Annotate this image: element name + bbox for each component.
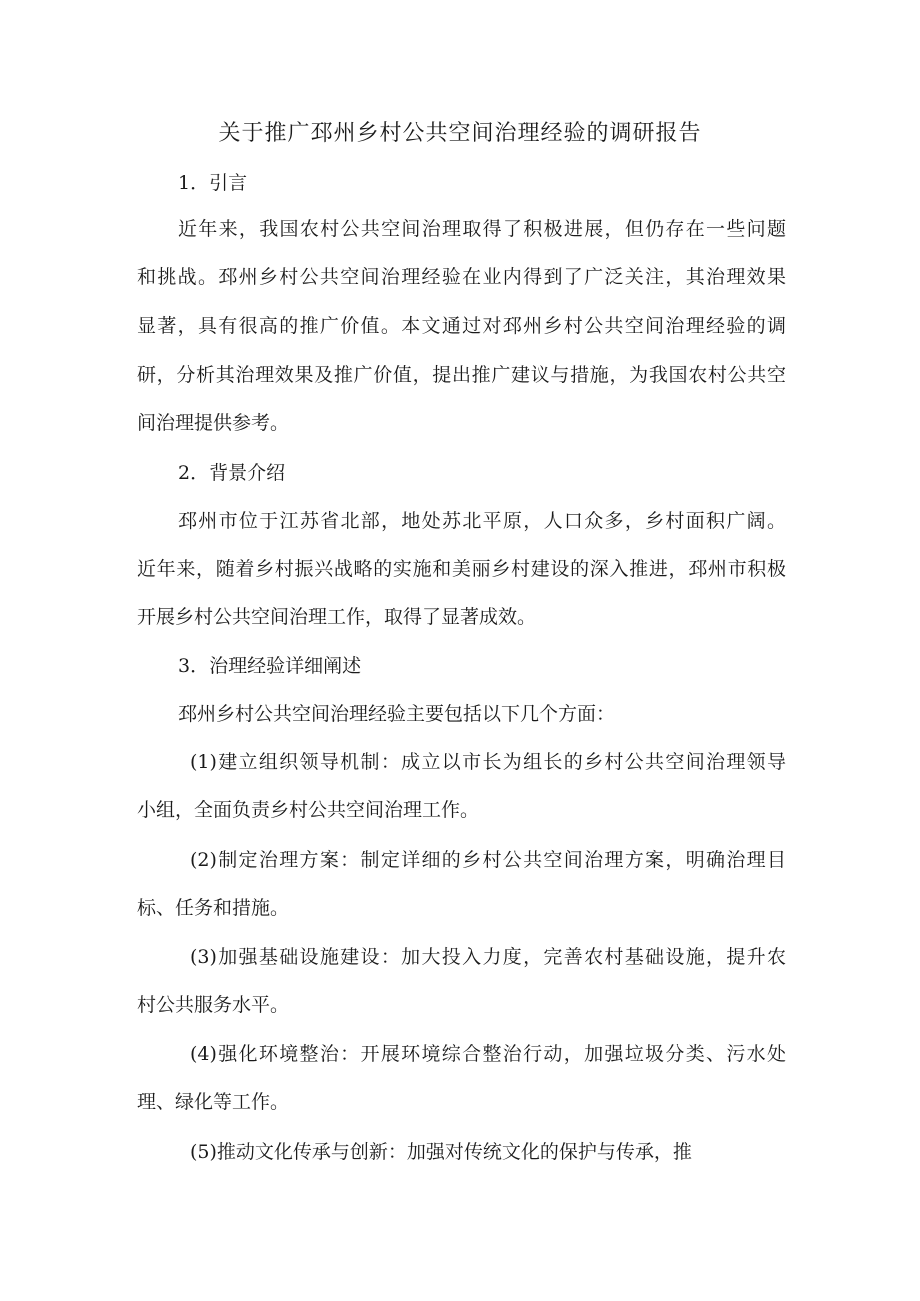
paragraph-line: 邳州市位于江苏省北部，地处苏北平原，人口众多，乡村面积广阔。 <box>178 510 786 532</box>
paragraph-line: 研，分析其治理效果及推广价值，提出推广建议与措施，为我国农村公共空 <box>137 364 786 386</box>
section-heading-background: 2．背景介绍 <box>178 462 286 484</box>
paragraph-line: 近年来，我国农村公共空间治理取得了积极进展，但仍存在一些问题 <box>178 218 786 240</box>
paragraph-line: 和挑战。邳州乡村公共空间治理经验在业内得到了广泛关注，其治理效果 <box>137 266 786 288</box>
list-item-line: 村公共服务水平。 <box>137 994 290 1016</box>
list-item-line: 标、任务和措施。 <box>137 897 290 919</box>
list-item-line: 小组，全面负责乡村公共空间治理工作。 <box>137 799 480 821</box>
section-heading-introduction: 1．引言 <box>178 172 248 194</box>
paragraph-line: 显著，具有很高的推广价值。本文通过对邳州乡村公共空间治理经验的调 <box>137 315 786 337</box>
paragraph-line: 开展乡村公共空间治理工作，取得了显著成效。 <box>137 606 537 628</box>
list-item-line: (3)加强基础设施建设：加大投入力度，完善农村基础设施，提升农 <box>190 946 786 968</box>
list-item-line: (2)制定治理方案：制定详细的乡村公共空间治理方案，明确治理目 <box>190 849 786 871</box>
list-item-line: 理、绿化等工作。 <box>137 1091 290 1113</box>
paragraph-line: 间治理提供参考。 <box>137 412 290 434</box>
paragraph-line: 邳州乡村公共空间治理经验主要包括以下几个方面： <box>178 703 616 725</box>
section-heading-experience: 3．治理经验详细阐述 <box>178 655 362 677</box>
paragraph-line: 近年来，随着乡村振兴战略的实施和美丽乡村建设的深入推进，邳州市积极 <box>137 558 786 580</box>
document-title: 关于推广邳州乡村公共空间治理经验的调研报告 <box>218 121 702 146</box>
list-item-line: (1)建立组织领导机制：成立以市长为组长的乡村公共空间治理领导 <box>190 751 786 773</box>
list-item-line: (5)推动文化传承与创新：加强对传统文化的保护与传承，推 <box>190 1141 692 1163</box>
list-item-line: (4)强化环境整治：开展环境综合整治行动，加强垃圾分类、污水处 <box>190 1043 786 1065</box>
